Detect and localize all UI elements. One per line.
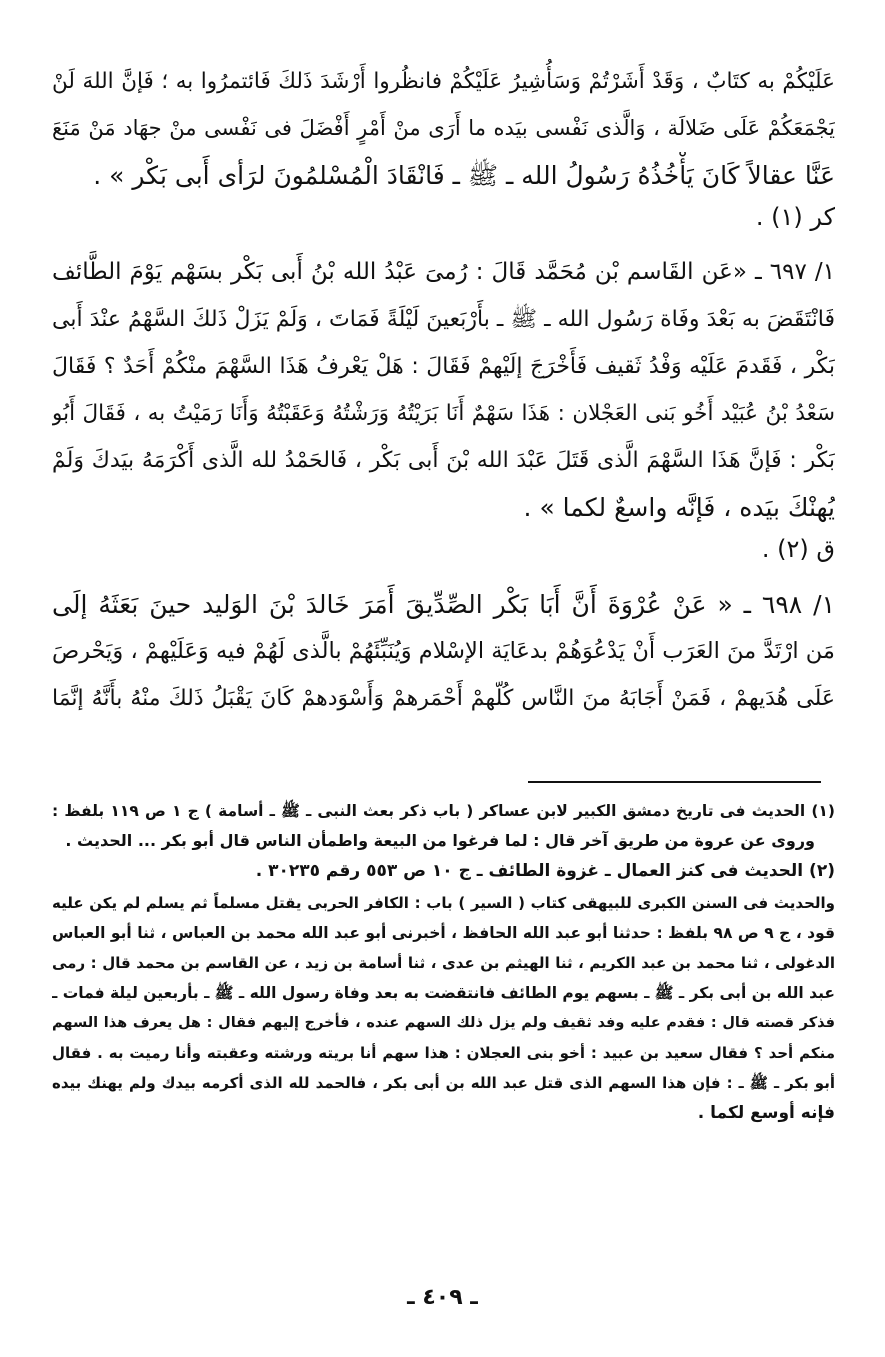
footnotes <box>52 796 835 1128</box>
hadith-697-line: بَكْر ، فَقَدمَ عَلَيْه وَفْدُ ثَقيف فَأَخْرَجَ إلَيْهمْ فَقَالَ : هَلْ يَعْرفُ هَذَا السَّهْمَ منْكُمْ أَحَدٌ ؟ فَقَالَ <box>52 354 835 379</box>
footnote-2-line: والحديث فى السنن الكبرى للبيهقى كتاب ( السير ) باب : الكافر الحربى يقتل مسلماً ثم يسلم لم يكن عليه <box>52 894 835 912</box>
text-line: عَلَيْكُمْ به كتَابٌ ، وَقَدْ أَشَرْتُمْ وَسَأُشِيرُ عَلَيْكُمْ فانظُروا أَرْشَدَ ذَلكَ فَائتمرُوا به ؛ فَإنَّ اللهَ لَنْ <box>52 69 835 94</box>
footnote-2-line: عبد الله بن أبى بكر ـ ﷺ ـ بسهم يوم الطائف فانتقضت به بعد وفاة رسول الله ـ ﷺ ـ بأربعين ليلة فمات ـ <box>52 984 835 1002</box>
footnote-2-line: الدغولى ، ثنا محمد بن عبد الكريم ، ثنا الهيثم بن عدى ، ثنا أسامة بن زيد ، عن القاسم بن محمد قال : رمى <box>52 954 835 972</box>
footnote-2-line: فذكر قصته قال : فقدم عليه وفد ثقيف ولم يزل ذلك السهم عنده ، فأخرج إليهم فقال : هل يعرف هذا السهم <box>52 1015 835 1031</box>
source-abbrev: ق (٢) . <box>761 535 835 563</box>
footnote-2-line: (٢) الحديث فى كنز العمال ـ غزوة الطائف ـ ج ١٠ ص ٥٥٣ رقم ٣٠٢٣٥ . <box>255 861 835 881</box>
hadith-697-line: بَكْر : فَإنَّ هَذَا السَّهْمَ الَّذى قَتَلَ عَبْدَ الله بْنَ أَبى بَكْر ، فَالحَمْدُ لله الَّذى أَكْرَمَهُ بيَدكَ وَلَمْ <box>52 448 835 473</box>
footnote-1-line: (١) الحديث فى تاريخ دمشق الكبير لابن عساكر ( باب ذكر بعث النبى ـ ﷺ ـ أسامة ) ج ١ ص ١١٩ بلفظ : <box>52 802 835 820</box>
hadith-697-line: ١/ ٦٩٧ ـ «عَن القَاسم بْن مُحَمَّد قَالَ : رُمىَ عَبْدُ الله بْنُ أَبى بَكْر بسَهْم يَوْمَ الطَّائف <box>52 259 835 285</box>
footnote-2-line: قود ، ج ٩ ص ٩٨ بلفظ : حدثنا أبو عبد الله الحافظ ، أخبرنى أبو عبد الله محمد بن العباس ، ثنا أبو العباس <box>52 924 835 942</box>
footnote-2-line: منكم أحد ؟ فقال سعيد بن عبيد : أخو بنى العجلان : هذا سهم أنا بريته ورشته وعقبته وأنا رميت به . فقال <box>52 1044 835 1062</box>
hadith-697-line: يُهنْكَ بيَده ، فَإنَّه واسعٌ لكما » . <box>523 493 835 522</box>
main-text <box>52 58 835 722</box>
hadith-698-line: عَلَى هُدَيهمْ ، فَمَنْ أَجَابَهُ منَ النَّاس كُلّهمْ أَحْمَرهمْ وَأَسْوَدهمْ كَانَ يَقْبَلُ ذَلكَ منْهُ بأَنَّهُ إنَّمَا <box>52 686 835 711</box>
page-number: ـ ٤٠٩ ـ <box>407 1285 478 1310</box>
footnote-2-line: فإنه أوسع لكما . <box>697 1103 835 1123</box>
footnote-divider <box>528 781 821 783</box>
hadith-698-line: مَن ارْتَدَّ منَ العَرَب أَنْ يَدْعُوَهُمْ بدعَايَة الإسْلام وَيُنَبِّئَهُمْ بالَّذى لَهُمْ فيه وَعَلَيْهمْ ، وَيَحْرصَ <box>52 638 835 664</box>
footnote-2-line: أبو بكر ـ ﷺ ـ : فإن هذا السهم الذى قتل عبد الله بن أبى بكر ، فالحمد لله الذى أكرمه بيدك ولم يهنك بيده <box>52 1074 835 1092</box>
source-abbrev: كر (١) . <box>755 203 835 231</box>
footnote-1-line: وروى عن عروة من طريق آخر قال : لما فرغوا من البيعة واطمأن الناس قال أبو بكر ... الحديث . <box>65 831 815 850</box>
hadith-697-line: سَعْدُ بْنُ عُبَيْد أَخُو بَنى العَجْلان : هَذَا سَهْمٌ أَنَا بَرَيْتُهُ وَرَشْتُهُ وَعَقَبْتُهُ وَأَنَا رَمَيْتُ به ، فَقَالَ أَبُو <box>52 401 835 426</box>
hadith-697-line: فَانْتَقَضَ به بَعْدَ وفَاة رَسُول الله ـ ﷺ ـ بأَرْبَعينَ لَيْلَةً فَمَاتَ ، وَلَمْ يَزَلْ ذَلكَ السَّهْمُ عنْدَ أَبى <box>52 307 835 332</box>
text-line: عَنَّا عقالاً كَانَ يَأْخُذُهُ رَسُولُ الله ـ ﷺ ـ فَانْقَادَ الْمُسْلمُونَ لرَأى أَبى بَكْر » . <box>93 161 835 190</box>
hadith-698-line: ١/ ٦٩٨ ـ « عَنْ عُرْوَةَ أَنَّ أَبَا بَكْر الصِّدِّيقَ أَمَرَ خَالدَ بْنَ الوَليد حينَ بَعَثَهُ إلَى <box>52 590 835 619</box>
text-line: يَجْمَعَكُمْ عَلَى ضَلالَة ، وَالَّذى نَفْسى بيَده ما أَرَى منْ أَمْرٍ أَفْضَلَ فى نَفْسى منْ جهَاد مَنْ مَنَعَ <box>52 116 835 140</box>
